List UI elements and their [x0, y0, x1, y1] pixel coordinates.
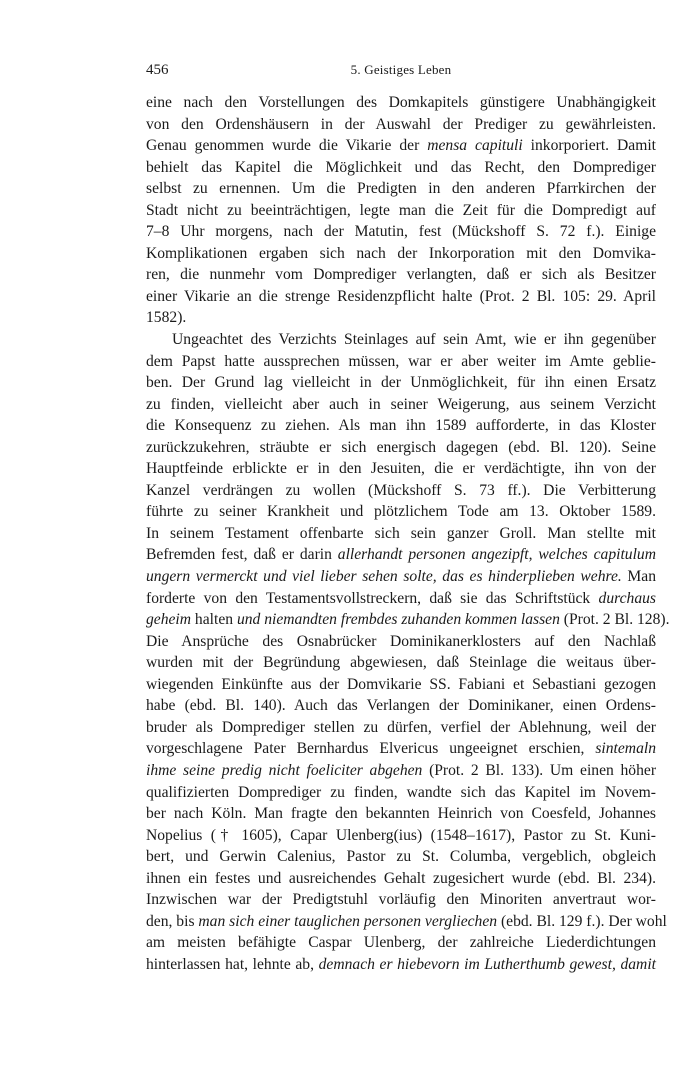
text-run: selbst zu ernennen. Um die Predigten in den anderen Pfarrkirchen der	[146, 180, 656, 198]
text-run: ber nach Köln. Man fragte den bekannten Heinrich von Coesfeld, Johannes	[146, 805, 656, 823]
text-line	[146, 674, 656, 696]
text-run: bruder als Domprediger stellen zu dürfen, verfiel der Ablehnung, weil der	[146, 718, 656, 736]
text-run: die Konsequenz zu ziehen. Als man ihn 1589 aufforderte, in das Kloster	[146, 417, 656, 435]
text-run: (Prot. 2 Bl. 133). Um einen höher	[422, 761, 657, 779]
text-line	[146, 114, 656, 136]
text-run: führte zu seiner Krankheit und plötzlichem Tode am 13. Oktober 1589.	[146, 503, 656, 521]
text-run: Komplikationen ergaben sich nach der Inkorporation mit den Domvika-	[146, 244, 656, 262]
text-line	[146, 588, 656, 610]
italic-quote: ungern vermerckt und viel lieber sehen solte, das es hinderplieben wehre.	[146, 568, 622, 586]
text-line	[146, 200, 656, 222]
italic-quote: demnach er hiebevorn im Lutherthumb gewest, damit	[318, 955, 656, 973]
text-line	[146, 264, 656, 286]
text-run: eine nach den Vorstellungen des Domkapitels günstigere Unabhängigkeit	[146, 94, 656, 111]
italic-quote: ihme seine predig nicht foeliciter abgehen	[146, 761, 423, 779]
body-text	[146, 92, 670, 975]
text-run: 7–8 Uhr morgens, nach der Matutin, fest (Mückshoff S. 72 f.). Einige	[146, 223, 656, 241]
text-line	[146, 243, 656, 265]
text-run: Die Ansprüche des Osnabrücker Dominikanerklosters auf den Nachlaß	[146, 632, 656, 650]
text-line	[146, 566, 656, 588]
text-run: ben. Der Grund lag vielleicht in der Unmöglichkeit, für ihn einen Ersatz	[146, 374, 656, 392]
text-line	[146, 415, 656, 437]
text-line	[146, 351, 656, 373]
text-line	[146, 135, 656, 157]
text-run: qualifizierten Domprediger zu finden, wandte sich das Kapitel im Novem-	[146, 783, 656, 801]
text-run: halten	[191, 611, 237, 629]
text-run: einer Vikarie an die strenge Residenzpflicht halte (Prot. 2 Bl. 105: 29. April	[146, 287, 656, 305]
text-line	[146, 782, 656, 804]
text-run: Ungeachtet des Verzichts Steinlages auf sein Amt, wie er ihn gegenüber	[172, 331, 656, 349]
text-line	[146, 911, 667, 933]
text-run: (Prot. 2 Bl. 128).	[559, 611, 670, 629]
text-run: habe (ebd. Bl. 140). Auch das Verlangen der Dominikaner, einen Ordens-	[146, 697, 656, 715]
italic-quote: allerhandt personen angezipft, welches capitulum	[337, 546, 656, 564]
page-number: 456	[146, 62, 169, 78]
text-line	[146, 458, 656, 480]
text-run: inkorporiert. Damit	[522, 137, 656, 155]
text-line	[146, 307, 656, 329]
text-line	[146, 329, 656, 351]
text-line	[146, 178, 656, 200]
text-line	[146, 652, 656, 674]
text-run: ihnen ein festes und ausreichendes Gehalt zugesichert wurde (ebd. Bl. 234).	[146, 869, 656, 887]
text-line	[146, 523, 656, 545]
text-run: von den Ordenshäusern in der Auswahl der Prediger zu gewährleisten.	[146, 115, 656, 133]
text-line	[146, 286, 656, 308]
text-line	[146, 760, 656, 782]
text-run: Hauptfeinde erblickte er in den Jesuiten, die er verdächtigte, ihn von der	[146, 460, 656, 478]
page-header	[146, 62, 656, 82]
text-run: In seinem Testament offenbarte sich sein ganzer Groll. Man stellte mit	[146, 524, 656, 542]
text-run: Befremden fest, daß er darin	[146, 546, 338, 564]
text-line	[146, 846, 656, 868]
text-run: bert, und Gerwin Calenius, Pastor zu St. Columba, vergeblich, obgleich	[146, 848, 656, 866]
text-line	[146, 501, 656, 523]
text-line	[146, 868, 656, 890]
text-run: Kanzel verdrängen zu wollen (Mückshoff S. 73 ff.). Die Verbitterung	[146, 481, 656, 499]
text-run: Nopelius († 1605), Capar Ulenberg(ius) (1548–1617), Pastor zu St. Kuni-	[146, 826, 656, 844]
italic-quote: geheim	[146, 611, 192, 629]
text-line	[146, 738, 656, 760]
text-run: 1582).	[146, 309, 187, 327]
text-line	[146, 437, 656, 459]
text-line	[146, 480, 656, 502]
text-line	[146, 157, 656, 179]
italic-quote: mensa capituli	[427, 137, 523, 155]
text-line	[146, 544, 656, 566]
text-line	[146, 803, 656, 825]
text-run: hinterlassen hat, lehnte ab,	[146, 955, 319, 973]
text-line	[146, 631, 656, 653]
text-run: zurückzukehren, sträubte er sich energisch dagegen (ebd. Bl. 120). Seine	[146, 438, 656, 456]
text-line	[146, 394, 656, 416]
text-line	[146, 92, 656, 114]
text-run: Genau genommen wurde die Vikarie der	[146, 137, 428, 155]
text-run: dem Papst hatte aussprechen müssen, war er aber weiter im Amte geblie-	[146, 352, 656, 370]
text-line	[146, 372, 656, 394]
text-run: behielt das Kapitel die Möglichkeit und das Recht, den Domprediger	[146, 158, 656, 176]
text-run: zu finden, vielleicht aber auch in seiner Weigerung, aus seinem Verzicht	[146, 395, 656, 413]
text-line	[146, 221, 656, 243]
text-run: Inzwischen war der Predigtstuhl vorläufig den Minoriten anvertraut wor-	[146, 891, 656, 909]
text-run: wiegenden Einkünfte aus der Domvikarie SS. Fabiani et Sebastiani gezogen	[146, 675, 656, 693]
running-title: 5. Geistiges Leben	[350, 62, 452, 77]
text-line	[146, 609, 670, 631]
text-run: vorgeschlagene Pater Bernhardus Elvericus ungeeignet erschien,	[146, 740, 596, 758]
text-line	[146, 695, 656, 717]
italic-quote: man sich einer tauglichen personen vergliechen	[198, 912, 498, 930]
text-line	[146, 889, 656, 911]
text-run: wurden mit der Begründung abgewiesen, daß Steinlage die weitaus über-	[146, 654, 656, 672]
text-line	[146, 825, 656, 847]
text-run: Man	[621, 568, 656, 586]
text-run: forderte von den Testamentsvollstreckern, daß sie das Schriftstück	[146, 589, 599, 607]
text-run: Stadt nicht zu beeinträchtigen, legte man die Zeit für die Dompredigt auf	[146, 201, 656, 219]
text-run: (ebd. Bl. 129 f.). Der wohl	[497, 912, 667, 930]
italic-quote: sintemaln	[595, 740, 656, 758]
text-run: ren, die nunmehr vom Domprediger verlangten, daß er sich als Besitzer	[146, 266, 656, 284]
text-line	[146, 717, 656, 739]
text-run: den, bis	[146, 912, 199, 930]
italic-quote: durchaus	[598, 589, 656, 607]
text-line	[146, 954, 656, 976]
italic-quote: und niemandten frembdes zuhanden kommen lassen	[236, 611, 560, 629]
text-line	[146, 932, 656, 954]
text-run: am meisten befähigte Caspar Ulenberg, der zahlreiche Liederdichtungen	[146, 934, 656, 952]
